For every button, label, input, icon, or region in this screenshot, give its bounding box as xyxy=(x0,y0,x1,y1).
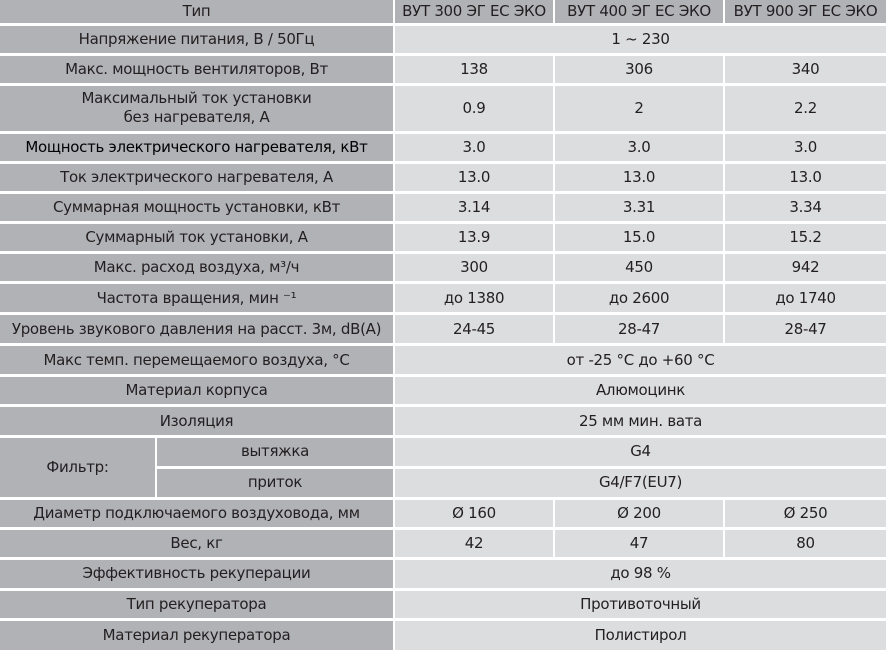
label-recuperator-type: Тип рекуператора xyxy=(0,591,395,621)
row-insulation xyxy=(0,407,886,438)
label-duct-diameter: Диаметр подключаемого воздуховода, мм xyxy=(0,500,395,530)
label-max-current xyxy=(0,86,395,134)
label-noise: Уровень звукового давления на расст. 3м, dB(A) xyxy=(0,315,395,346)
header-row xyxy=(0,0,886,26)
value-rpm-300: до 1380 xyxy=(395,284,555,315)
header-model-400: ВУТ 400 ЭГ ЕС ЭКО xyxy=(555,0,725,26)
value-noise-900: 28-47 xyxy=(725,315,886,346)
value-duct-diameter-300: Ø 160 xyxy=(395,500,555,530)
value-total-power-400: 3.31 xyxy=(555,194,725,224)
value-total-power-300: 3.14 xyxy=(395,194,555,224)
value-total-current-400: 15.0 xyxy=(555,224,725,254)
row-duct-diameter xyxy=(0,500,886,530)
label-filter-supply: приток xyxy=(157,469,395,500)
label-insulation: Изоляция xyxy=(0,407,395,438)
header-type: Тип xyxy=(0,0,395,26)
value-heater-current-400: 13.0 xyxy=(555,164,725,194)
value-total-current-900: 15.2 xyxy=(725,224,886,254)
label-rpm: Частота вращения, мин ⁻¹ xyxy=(0,284,395,315)
row-housing xyxy=(0,377,886,407)
label-total-current: Суммарный ток установки, А xyxy=(0,224,395,254)
header-model-300: ВУТ 300 ЭГ ЕС ЭКО xyxy=(395,0,555,26)
value-fan-power-300: 138 xyxy=(395,56,555,86)
value-voltage: 1 ~ 230 xyxy=(395,26,886,56)
value-weight-300: 42 xyxy=(395,530,555,560)
value-noise-400: 28-47 xyxy=(555,315,725,346)
value-fan-power-900: 340 xyxy=(725,56,886,86)
label-total-power: Суммарная мощность установки, кВт xyxy=(0,194,395,224)
value-rpm-400: до 2600 xyxy=(555,284,725,315)
value-heater-current-300: 13.0 xyxy=(395,164,555,194)
value-filter-supply: G4/F7(EU7) xyxy=(395,469,886,500)
value-recuperator-material: Полистирол xyxy=(395,621,886,650)
value-max-current-300: 0.9 xyxy=(395,86,555,134)
value-weight-900: 80 xyxy=(725,530,886,560)
row-recuperator-material xyxy=(0,621,886,650)
row-recovery-efficiency xyxy=(0,560,886,591)
row-fan-power xyxy=(0,56,886,86)
label-housing: Материал корпуса xyxy=(0,377,395,407)
row-heater-current xyxy=(0,164,886,194)
value-heater-current-900: 13.0 xyxy=(725,164,886,194)
value-airflow-300: 300 xyxy=(395,254,555,284)
value-heater-power-400: 3.0 xyxy=(555,134,725,164)
row-recuperator-type xyxy=(0,591,886,621)
label-heater-power: Мощность электрического нагревателя, кВт xyxy=(0,134,395,164)
value-recuperator-type: Противоточный xyxy=(395,591,886,621)
label-recovery-efficiency: Эффективность рекуперации xyxy=(0,560,395,591)
row-airflow xyxy=(0,254,886,284)
row-heater-power xyxy=(0,134,886,164)
label-air-temp: Макс темп. перемещаемого воздуха, °C xyxy=(0,346,395,377)
label-max-current-line1: Максимальный ток установки xyxy=(81,89,312,108)
value-total-power-900: 3.34 xyxy=(725,194,886,224)
label-max-current-line2: без нагревателя, А xyxy=(123,108,270,127)
label-voltage: Напряжение питания, В / 50Гц xyxy=(0,26,395,56)
row-air-temp xyxy=(0,346,886,377)
value-max-current-900: 2.2 xyxy=(725,86,886,134)
label-airflow: Макс. расход воздуха, м³/ч xyxy=(0,254,395,284)
label-filter: Фильтр: xyxy=(0,438,157,499)
value-duct-diameter-900: Ø 250 xyxy=(725,500,886,530)
value-fan-power-400: 306 xyxy=(555,56,725,86)
row-max-current xyxy=(0,86,886,134)
row-noise xyxy=(0,315,886,346)
row-total-power xyxy=(0,194,886,224)
row-filter-exhaust xyxy=(0,438,886,468)
value-airflow-400: 450 xyxy=(555,254,725,284)
value-recovery-efficiency: до 98 % xyxy=(395,560,886,591)
value-duct-diameter-400: Ø 200 xyxy=(555,500,725,530)
value-weight-400: 47 xyxy=(555,530,725,560)
value-insulation: 25 мм мин. вата xyxy=(395,407,886,438)
value-noise-300: 24-45 xyxy=(395,315,555,346)
row-voltage xyxy=(0,26,886,56)
value-filter-exhaust: G4 xyxy=(395,438,886,468)
value-total-current-300: 13.9 xyxy=(395,224,555,254)
value-rpm-900: до 1740 xyxy=(725,284,886,315)
value-heater-power-300: 3.0 xyxy=(395,134,555,164)
row-total-current xyxy=(0,224,886,254)
label-fan-power: Макс. мощность вентиляторов, Вт xyxy=(0,56,395,86)
value-heater-power-900: 3.0 xyxy=(725,134,886,164)
label-filter-exhaust: вытяжка xyxy=(157,438,395,468)
value-air-temp: от -25 °C до +60 °C xyxy=(395,346,886,377)
row-weight xyxy=(0,530,886,560)
value-max-current-400: 2 xyxy=(555,86,725,134)
label-weight: Вес, кг xyxy=(0,530,395,560)
value-airflow-900: 942 xyxy=(725,254,886,284)
label-recuperator-material: Материал рекуператора xyxy=(0,621,395,650)
label-heater-current: Ток электрического нагревателя, А xyxy=(0,164,395,194)
row-rpm xyxy=(0,284,886,315)
header-model-900: ВУТ 900 ЭГ ЕС ЭКО xyxy=(725,0,886,26)
value-housing: Алюмоцинк xyxy=(395,377,886,407)
